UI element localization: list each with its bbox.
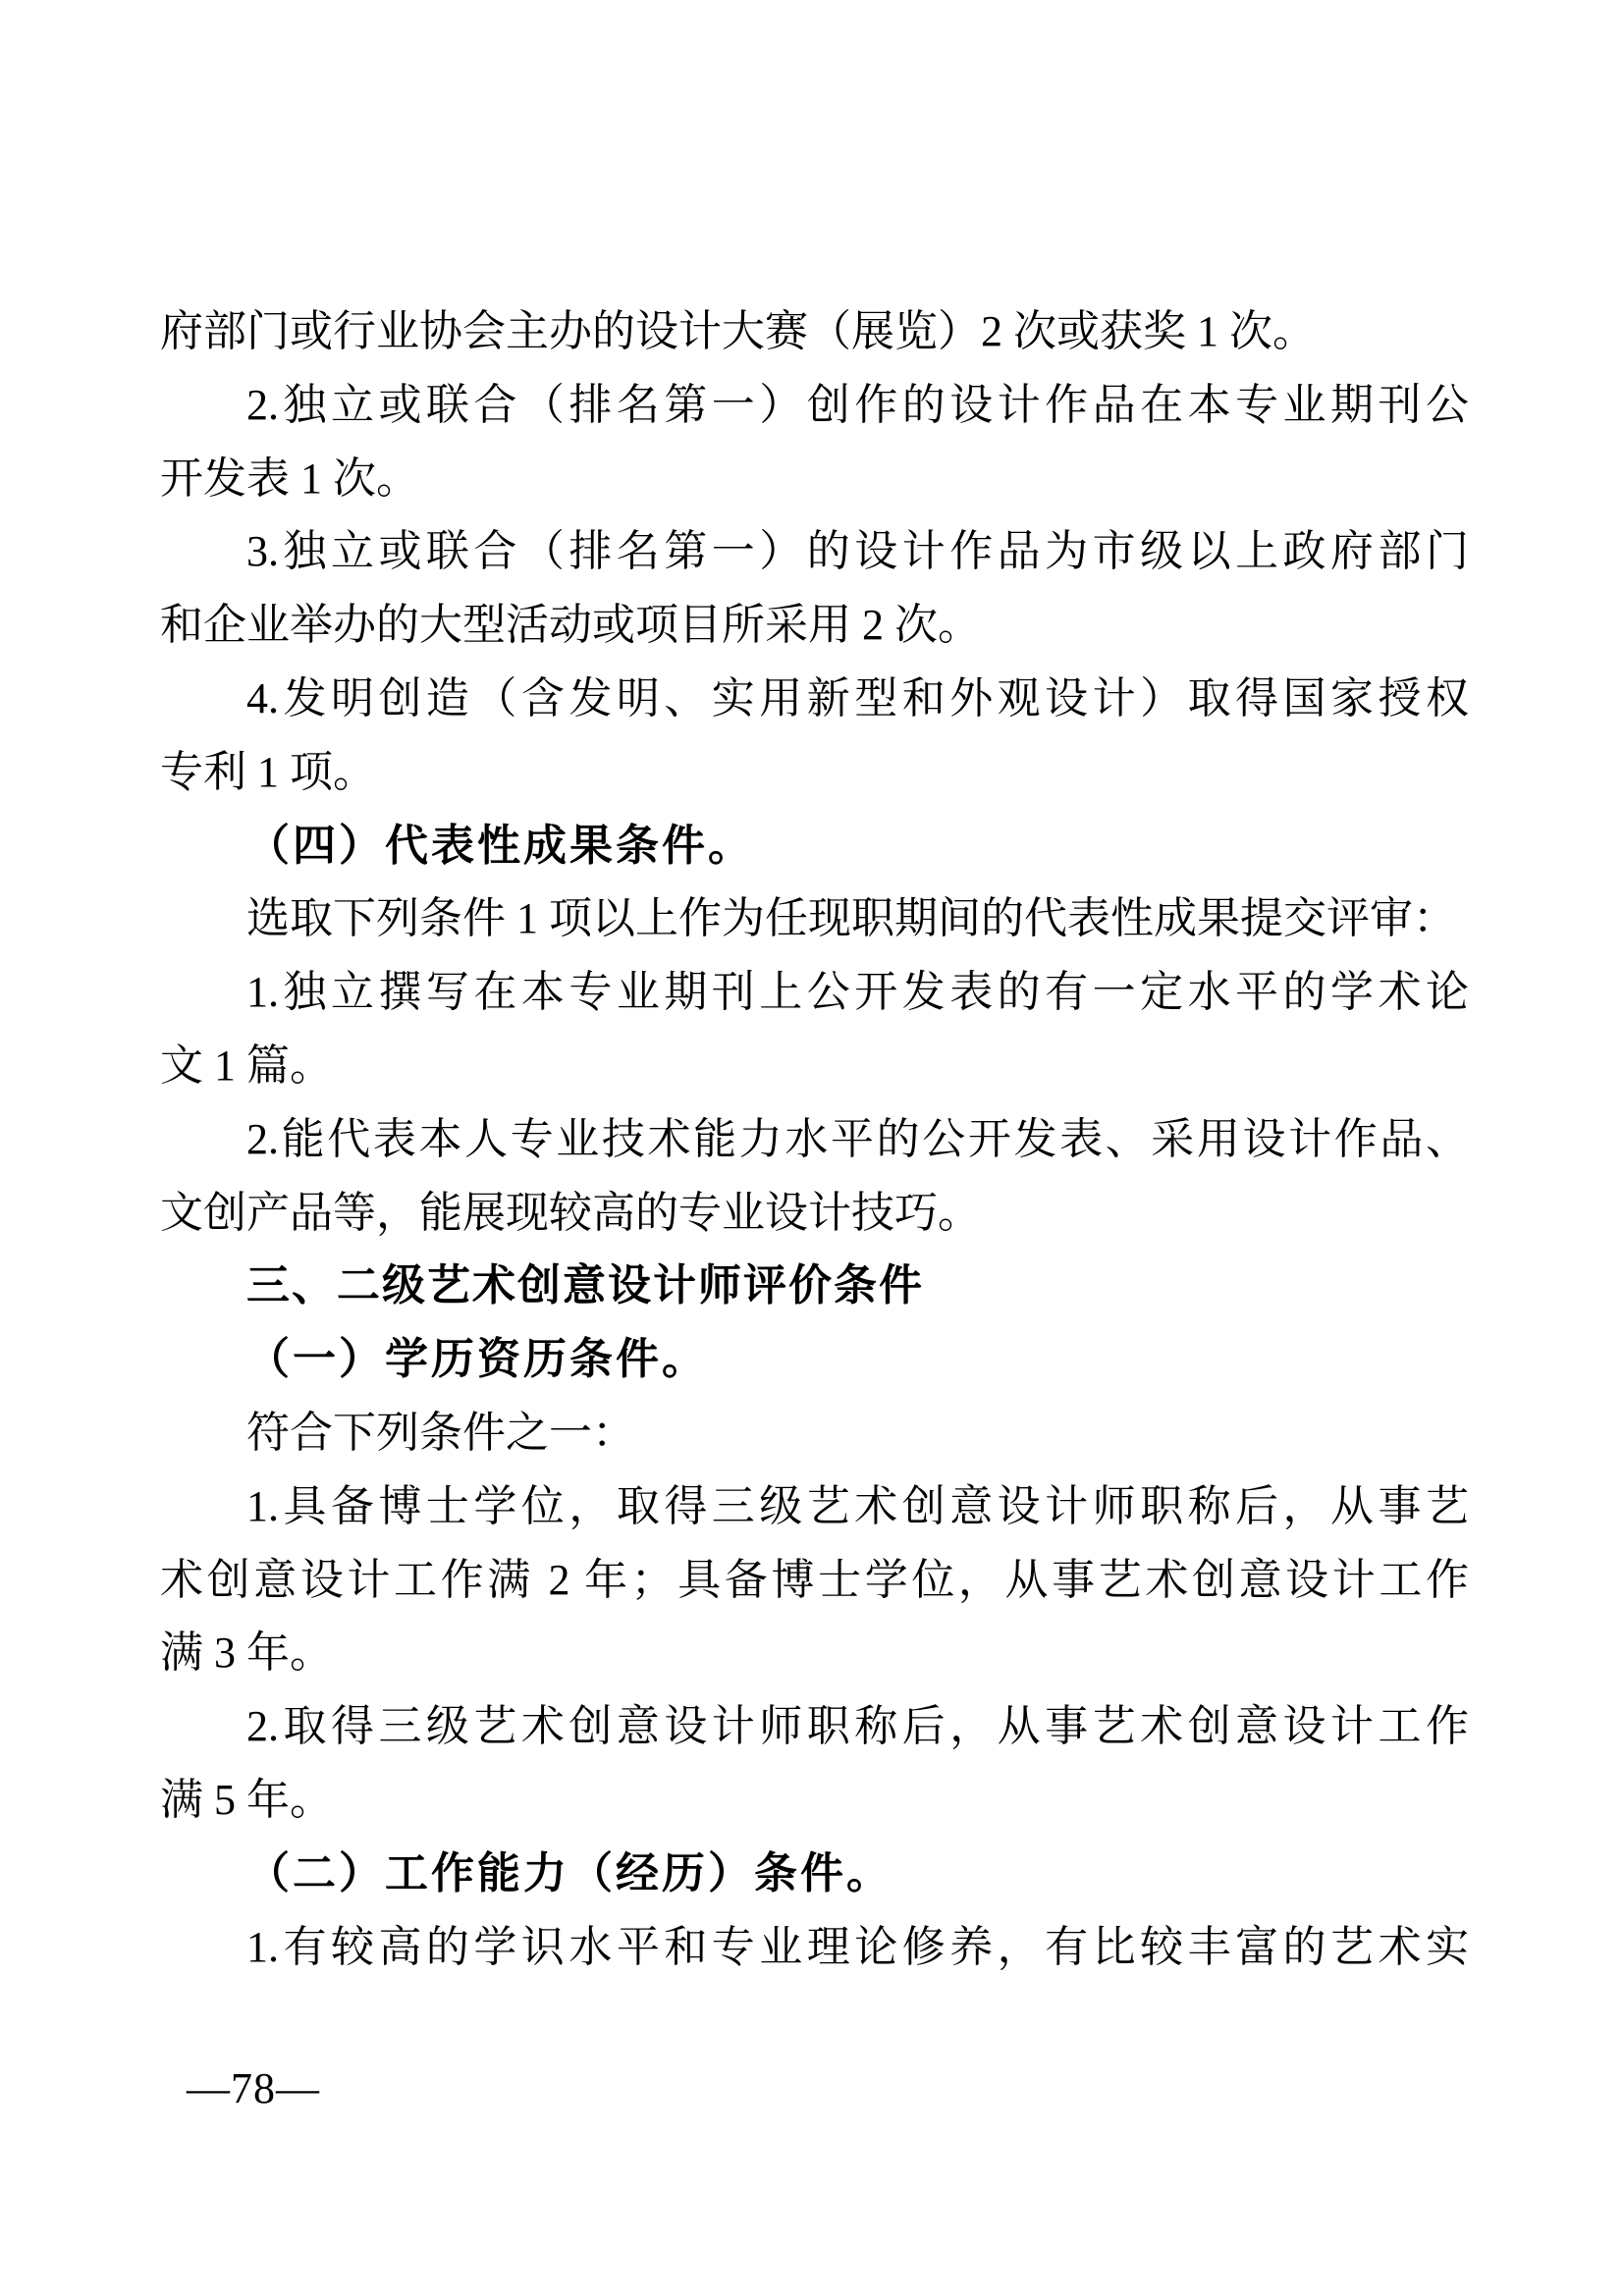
text-line: 2.能代表本人专业技术能力水平的公开发表、采用设计作品、 <box>246 1114 1469 1163</box>
text-block <box>160 295 1469 1984</box>
text-line: 2.独立或联合（排名第一）创作的设计作品在本专业期刊公 <box>246 380 1469 429</box>
heading-sub-two: （二）工作能力（经历）条件。 <box>246 1848 893 1897</box>
text-line: 1.具备博士学位，取得三级艺术创意设计师职称后，从事艺 <box>246 1481 1469 1530</box>
text-line: 文 1 篇。 <box>160 1041 333 1090</box>
heading-sub-one: （一）学历资历条件。 <box>246 1335 708 1384</box>
text-line: 3.独立或联合（排名第一）的设计作品为市级以上政府部门 <box>246 527 1469 576</box>
heading-section-three: 三、二级艺术创意设计师评价条件 <box>246 1261 924 1310</box>
text-line: 满 3 年。 <box>160 1629 333 1678</box>
text-line: 术创意设计工作满 2 年；具备博士学位，从事艺术创意设计工作 <box>160 1555 1469 1604</box>
heading-sub-four: （四）代表性成果条件。 <box>246 821 754 870</box>
text-line: 开发表 1 次。 <box>160 454 419 503</box>
text-line: 2.取得三级艺术创意设计师职称后，从事艺术创意设计工作 <box>246 1702 1469 1751</box>
text-line: 1.独立撰写在本专业期刊上公开发表的有一定水平的学术论 <box>246 968 1469 1017</box>
text-line: 文创产品等，能展现较高的专业设计技巧。 <box>160 1188 981 1237</box>
text-line: 1.有较高的学识水平和专业理论修养，有比较丰富的艺术实 <box>246 1922 1469 1971</box>
text-line: 府部门或行业协会主办的设计大赛（展览）2 次或获奖 1 次。 <box>160 307 1316 355</box>
text-line: 选取下列条件 1 项以上作为任现职期间的代表性成果提交评审： <box>246 894 1456 943</box>
page-number: —78— <box>187 2064 320 2112</box>
text-line: 和企业举办的大型活动或项目所采用 2 次。 <box>160 601 981 650</box>
text-line: 符合下列条件之一： <box>246 1408 635 1457</box>
text-line: 4.发明创造（含发明、实用新型和外观设计）取得国家授权 <box>246 673 1469 722</box>
text-line: 专利 1 项。 <box>160 747 376 796</box>
text-line: 满 5 年。 <box>160 1775 333 1824</box>
